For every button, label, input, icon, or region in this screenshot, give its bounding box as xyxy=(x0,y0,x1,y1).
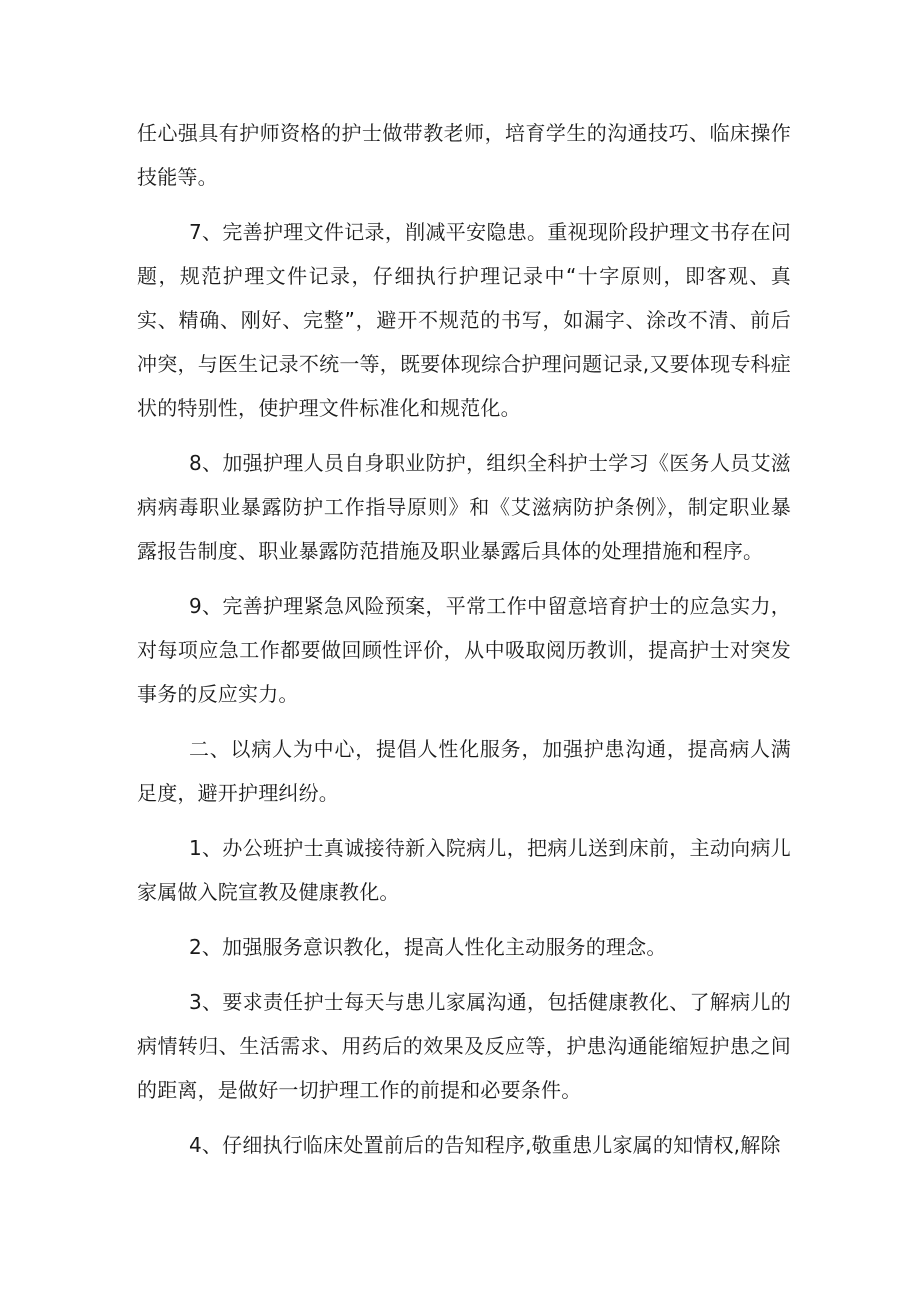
document-body xyxy=(137,111,791,1178)
paragraph-continuation: 任心强具有护师资格的护士做带教老师，培育学生的沟通技巧、临床操作技能等。 xyxy=(137,121,791,189)
paragraph-item-4: 4、仔细执行临床处置前后的告知程序,敬重患儿家属的知情权,解除 xyxy=(189,1133,781,1157)
paragraph-item-7: 7、完善护理文件记录，削减平安隐患。重视现阶段护理文书存在问题，规范护理文件记录，仔细执行护理记录中“十字原则，即客观、真实、精确、刚好、完整”，避开不规范的书写，如漏字、涂改不清、前后冲突，与医生记录不统一等，既要体现综合护理问题记录,又要体现专科症状的特别性，使护理文件标准化和规范化。 xyxy=(137,220,791,420)
section-heading-two: 二、以病人为中心，提倡人性化服务，加强护患沟通，提高病人满足度，避开护理纠纷。 xyxy=(137,737,791,805)
paragraph-item-2: 2、加强服务意识教化，提高人性化主动服务的理念。 xyxy=(189,935,667,959)
paragraph-item-3: 3、要求责任护士每天与患儿家属沟通，包括健康教化、了解病儿的病情转归、生活需求、用药后的效果及反应等，护患沟通能缩短护患之间的距离，是做好一切护理工作的前提和必要条件。 xyxy=(137,990,791,1102)
paragraph-item-9: 9、完善护理紧急风险预案，平常工作中留意培育护士的应急实力，对每项应急工作都要做回顾性评价，从中吸取阅历教训，提高护士对突发事务的反应实力。 xyxy=(137,594,791,706)
paragraph-item-8: 8、加强护理人员自身职业防护，组织全科护士学习《医务人员艾滋病病毒职业暴露防护工作指导原则》和《艾滋病防护条例》，制定职业暴露报告制度、职业暴露防范措施及职业暴露后具体的处理措施和程序。 xyxy=(137,451,791,563)
paragraph-item-1: 1、办公班护士真诚接待新入院病儿，把病儿送到床前，主动向病儿家属做入院宣教及健康教化。 xyxy=(137,836,791,904)
